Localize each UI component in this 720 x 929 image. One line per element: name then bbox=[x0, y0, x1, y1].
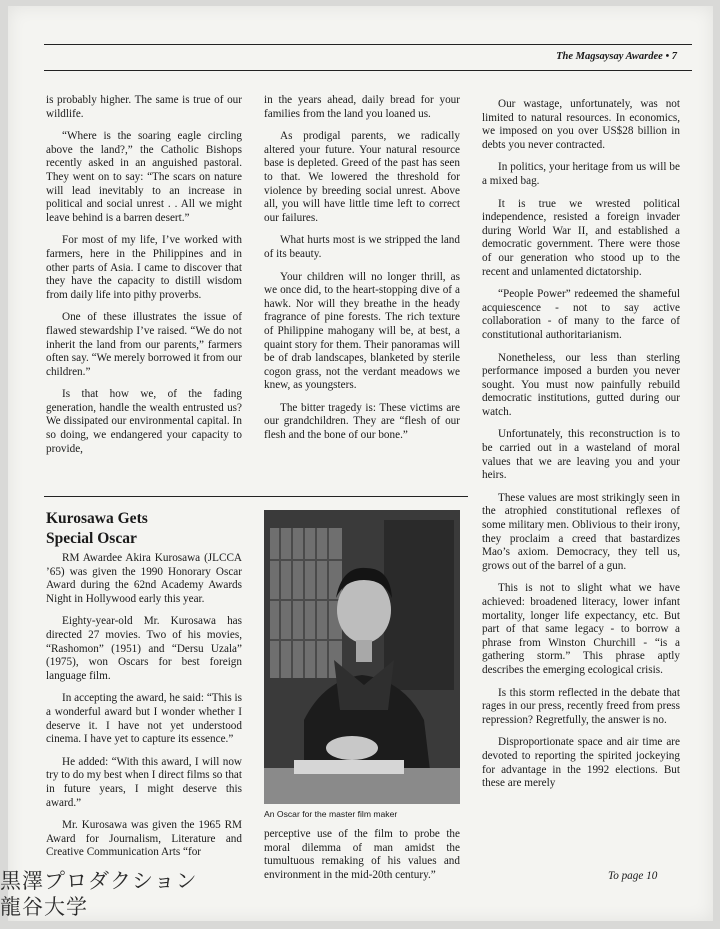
section-divider bbox=[44, 496, 468, 497]
kurosawa-headline bbox=[46, 509, 246, 549]
kurosawa-paragraph: Eighty-year-old Mr. Kurosawa has directed 27 movies. Two of his movies, “Rashomon” (1951) and “Dersu Uzala” (1975), won Oscars for best foreign language film. bbox=[46, 615, 242, 682]
col3-paragraph: It is true we wrested political independence, resisted a foreign invader during World War II, and established a democratic government. There were those of our generation who stood up to the recent and unlamented dictatorship. bbox=[482, 197, 680, 278]
headline-line-1: Kurosawa Gets bbox=[46, 510, 148, 527]
page-number: 7 bbox=[671, 51, 677, 62]
kurosawa-article bbox=[46, 552, 242, 869]
col2-paragraph: in the years ahead, daily bread for your families from the land you loaned us. bbox=[264, 94, 460, 120]
kurosawa-photo bbox=[264, 510, 460, 804]
col1-paragraph: is probably higher. The same is true of our wildlife. bbox=[46, 94, 242, 120]
col3-paragraph: “People Power” redeemed the shameful acquiescence - not to say active collaboration - of many to the farce of constitutional authoritarianism. bbox=[482, 288, 680, 341]
col3-paragraph: Our wastage, unfortunately, was not limited to natural resources. In economics, we imposed on you over US$28 billion in debts you never contracted. bbox=[482, 98, 680, 151]
kurosawa-paragraph: In accepting the award, he said: “This is a wonderful award but I wonder whether I deserve it. I have not yet understood cinema. I have yet to capture its essence.” bbox=[46, 692, 242, 746]
col3-paragraph: Nonetheless, our less than sterling performance imposed a burden you never sought. You must now painfully rebuild democratic institutions, gutted during our watch. bbox=[482, 351, 680, 418]
col2-paragraph: The bitter tragedy is: These victims are our grandchildren. They are “flesh of our flesh and the bone of our bone.” bbox=[264, 401, 460, 442]
header-rule-bottom bbox=[44, 70, 692, 71]
kurosawa-paragraph: He added: “With this award, I will now try to do my best when I direct films so that in future years, I might deserve this award.” bbox=[46, 755, 242, 809]
kurosawa-article-continued bbox=[264, 828, 460, 891]
col3-paragraph: Disproportionate space and air time are devoted to reporting the spirited jockeying for advantage in the 1992 elections. But these are merely bbox=[482, 736, 680, 790]
column-3 bbox=[482, 98, 680, 800]
continued-on-link[interactable]: To page 10 bbox=[608, 870, 658, 882]
publication-name: The Magsaysay Awardee bbox=[556, 51, 663, 62]
newsletter-page bbox=[8, 6, 713, 921]
col3-paragraph: Unfortunately, this reconstruction is to be carried out in a wasteland of moral values that we are leaving you and your heirs. bbox=[482, 428, 680, 482]
col2-paragraph: As prodigal parents, we radically altered your future. Your natural resource base is depleted. Greed of the past has seen to that. We lowered the threshold for violence by breeding social unrest. Above all, you will have little time left to correct our failures. bbox=[264, 130, 460, 224]
header-bullet: • bbox=[665, 51, 670, 62]
col3-paragraph: These values are most strikingly seen in the atrophied constitutional reflexes of some military men. Oblivious to their irony, they proclaim a creed that bastardizes Mao’s axiom. Democracy, they tell us, grows out of the barrel of a gun. bbox=[482, 491, 680, 572]
col1-paragraph: For most of my life, I’ve worked with farmers, here in the Philippines and in other parts of Asia. I came to discover that they have the capacity to distill wisdom from daily life into pithy proverbs. bbox=[46, 234, 242, 301]
col1-paragraph: “Where is the soaring eagle circling above the land?,” the Catholic Bishops recently asked in an anguished pastoral. They went on to say: “The scars on nature will lead inevitably to an increase in political and social unrest . . All we might leave behind is a barren desert.” bbox=[46, 130, 242, 224]
col2-paragraph: What hurts most is we stripped the land of its beauty. bbox=[264, 234, 460, 260]
col2-paragraph: Your children will no longer thrill, as we once did, to the heart-stopping dive of a hawk. Nor will they breathe in the heady fragrance of pine forests. The rich texture of Philippine mahogany will be, at best, a quaint story for them. Their panoramas will be of drab landscapes, blanketed by sterile cogon grass, not the verdant meadows we knew, as youngsters. bbox=[264, 270, 460, 392]
photo-caption: An Oscar for the master film maker bbox=[264, 809, 398, 819]
column-1 bbox=[46, 94, 242, 465]
col1-paragraph: One of these illustrates the issue of flawed stewardship I’ve raised. “We do not inherit the land from our parents,” farmers often say. “We merely borrowed it from our children.” bbox=[46, 311, 242, 378]
archive-watermark bbox=[0, 868, 198, 920]
col3-paragraph: Is this storm reflected in the debate that rages in our press, recently freed from press repression? Regretfully, the answer is no. bbox=[482, 686, 680, 726]
kurosawa-paragraph: Mr. Kurosawa was given the 1965 RM Award for Journalism, Literature and Creative Communication Arts “for bbox=[46, 819, 242, 859]
headline-line-2: Special Oscar bbox=[46, 530, 137, 547]
watermark-line-1: 黒澤プロダクション bbox=[0, 869, 198, 893]
watermark-line-2: 龍谷大学 bbox=[0, 895, 88, 919]
kurosawa-continuation: perceptive use of the film to probe the moral dilemma of man amidst the tumultuous remaking of his values and environment in the mid-20th century.” bbox=[264, 828, 460, 881]
col3-paragraph: This is not to slight what we have achieved: broadened literacy, lower infant mortality, longer life expectancy, etc. But part of that same legacy - to borrow a phrase from Winston Churchill - “is a gathering storm.” This phrase aptly describes the emerging ecological crisis. bbox=[482, 582, 680, 676]
running-header bbox=[556, 51, 677, 62]
header-rule-top bbox=[44, 44, 692, 45]
col1-paragraph: Is that how we, of the fading generation, handle the wealth entrusted us? We dissipated our environmental capital. In so doing, we endangered your capacity to provide, bbox=[46, 388, 242, 455]
column-2 bbox=[264, 94, 460, 452]
col3-paragraph: In politics, your heritage from us will be a mixed bag. bbox=[482, 161, 680, 187]
kurosawa-paragraph: RM Awardee Akira Kurosawa (JLCCA ’65) was given the 1990 Honorary Oscar Award during the 62nd Academy Awards Night in Hollywood early this year. bbox=[46, 552, 242, 605]
